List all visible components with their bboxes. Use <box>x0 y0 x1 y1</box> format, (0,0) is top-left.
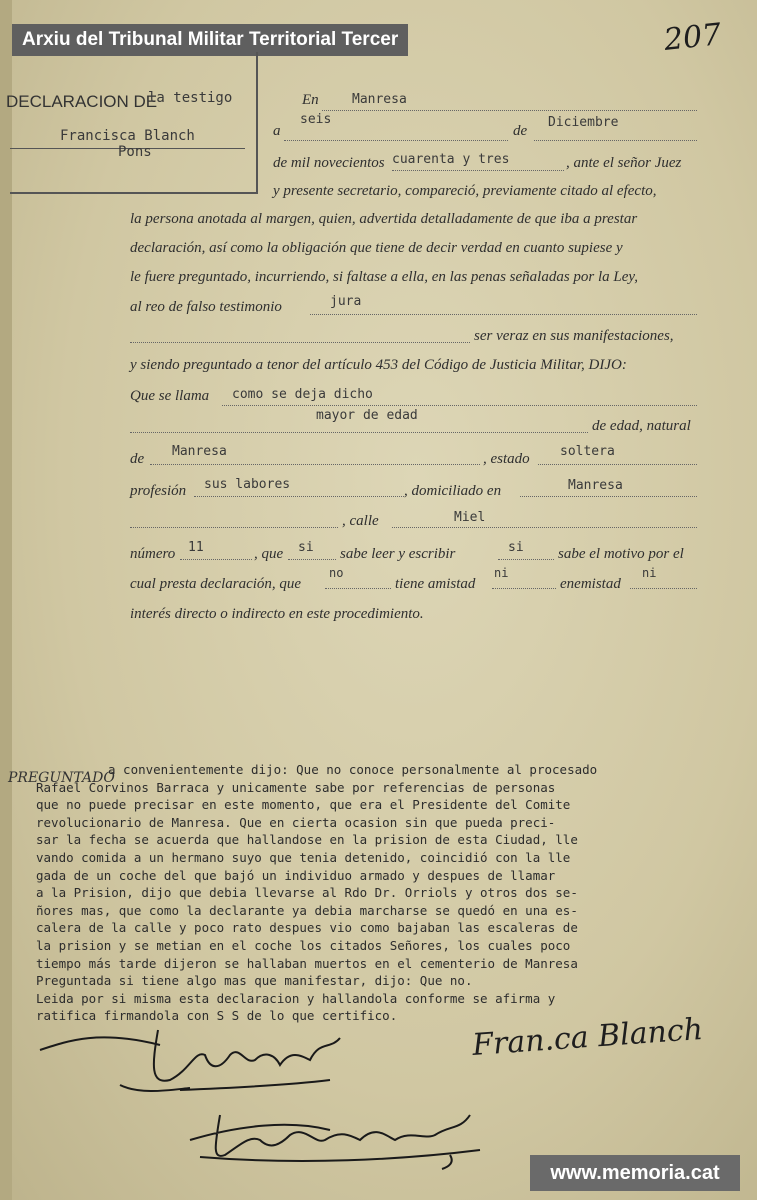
testimony-line: Leida por si misma esta declaracion y hallandola conforme se afirma y <box>36 990 556 1006</box>
watermark: www.memoria.cat <box>530 1155 740 1191</box>
label-calle: , calle <box>342 513 379 529</box>
value-profesion: sus labores <box>204 477 291 492</box>
testimony-line: tiempo más tarde dijeron se hallaban muertos en el cementerio de Manresa <box>36 955 578 971</box>
label-oath: al reo de falso testimonio <box>130 299 282 315</box>
value-age: mayor de edad <box>316 408 418 423</box>
testimony-line: la prision y se metian en el coche los citados Señores, los cuales poco <box>36 938 571 953</box>
label-enemistad: enemistad <box>560 576 621 592</box>
witness-surname: Pons <box>118 144 152 160</box>
witness-name: Francisca Blanch <box>60 128 195 144</box>
form-line-5: la persona anotada al margen, quien, advertida detalladamente de que iba a prestar <box>130 211 638 227</box>
testimony-line: revolucionario de Manresa. Que en cierta ocasion sin que pueda preci- <box>36 814 556 830</box>
form-line-9: ser veraz en sus manifestaciones, <box>474 328 674 344</box>
form-line-6: declaración, así como la obligación que tiene de decir verdad en cuanto supiese y <box>130 240 623 256</box>
testimony-line: Preguntada si tiene algo mas que manifestar, dijo: Que no. <box>36 973 473 989</box>
judge-signature <box>30 1010 350 1095</box>
folio-number: 207 <box>662 17 723 58</box>
value-numero: 11 <box>188 540 204 555</box>
testimony-line: a la Prision, dijo que debia llevarse al Rdo Dr. Orriols y otros dos se- <box>36 885 578 901</box>
label-de2: de <box>130 451 145 467</box>
form-line-7: le fuere preguntado, incurriendo, si faltase a ella, en las penas señaladas por la Ley, <box>130 269 639 285</box>
value-motivo: si <box>508 540 524 555</box>
form-line-10: y siendo preguntado a tenor del artículo 453 del Código de Justicia Militar, DIJO: <box>130 357 627 373</box>
value-oath: jura <box>330 294 362 309</box>
value-leer: si <box>298 540 314 555</box>
value-enemistad: ni <box>494 566 509 580</box>
testimony-line: vando comida a un hermano suyo que tenia detenido, coincidió con la lle <box>36 850 571 865</box>
testimony-line: Rafael Corvinos Barraca y unicamente sabe por referencias de personas <box>36 779 556 795</box>
margin-box <box>6 52 258 194</box>
testimony-line: a convenientemente dijo: Que no conoce personalmente al procesado <box>108 762 598 777</box>
label-age: de edad, natural <box>592 418 691 434</box>
preguntado-label: PREGUNTADO <box>8 770 115 786</box>
testimony-line: sar la fecha se acuerda que hallandose en la prision de esta Ciudad, lle <box>36 832 578 848</box>
value-name: como se deja dicho <box>232 387 373 402</box>
witness-signature: Fran.ca Blanch <box>471 1011 705 1064</box>
value-place: Manresa <box>352 92 407 107</box>
value-calle: Miel <box>454 510 486 525</box>
value-amistad: no <box>329 566 344 580</box>
value-estado: soltera <box>560 444 615 459</box>
value-month: Diciembre <box>548 115 619 130</box>
label-que: , que <box>254 546 284 562</box>
label-name: Que se llama <box>130 388 210 404</box>
value-day: seis <box>300 112 332 127</box>
archive-banner: Arxiu del Tribunal Militar Territorial Tercer <box>12 24 408 56</box>
label-a: a <box>273 123 281 139</box>
value-year: cuarenta y tres <box>392 152 510 167</box>
label-judge: , ante el señor Juez <box>566 155 682 171</box>
label-amistad: tiene amistad <box>395 576 476 592</box>
label-domicilio: , domiciliado en <box>404 483 502 499</box>
label-estado: , estado <box>483 451 530 467</box>
label-en: En <box>302 92 319 108</box>
margin-title-printed: DECLARACION DE <box>6 92 158 111</box>
label-leer: sabe leer y escribir <box>340 546 456 562</box>
testimony-line: ratifica firmandola con S S de lo que certifico. <box>36 1008 398 1024</box>
testimony-line: gada de un coche del que bajó un individuo armado y despues de llamar <box>36 867 556 883</box>
label-numero: número <box>130 546 176 562</box>
form-line-4: y presente secretario, compareció, previamente citado al efecto, <box>273 183 657 199</box>
testimony-line: ñores mas, que como la declarante ya debia marcharse se quedó en una es- <box>36 902 578 918</box>
value-natural: Manresa <box>172 444 227 459</box>
value-interes: ni <box>642 566 657 580</box>
label-motivo: sabe el motivo por el <box>558 546 684 562</box>
label-presta: cual presta declaración, que <box>130 576 302 592</box>
testimony-line: que no puede precisar en este momento, que era el Presidente del Comite <box>36 797 571 813</box>
secretary-signature <box>180 1095 510 1170</box>
label-de: de <box>513 123 528 139</box>
label-profesion: profesión <box>130 483 187 499</box>
value-domicilio: Manresa <box>568 478 623 493</box>
margin-title-typed: la testigo <box>148 90 233 106</box>
label-year: de mil novecientos <box>273 155 385 171</box>
label-interes: interés directo o indirecto en este procedimiento. <box>130 606 424 622</box>
testimony-line: calera de la calle y poco rato despues vio como bajaban las escaleras de <box>36 920 578 936</box>
